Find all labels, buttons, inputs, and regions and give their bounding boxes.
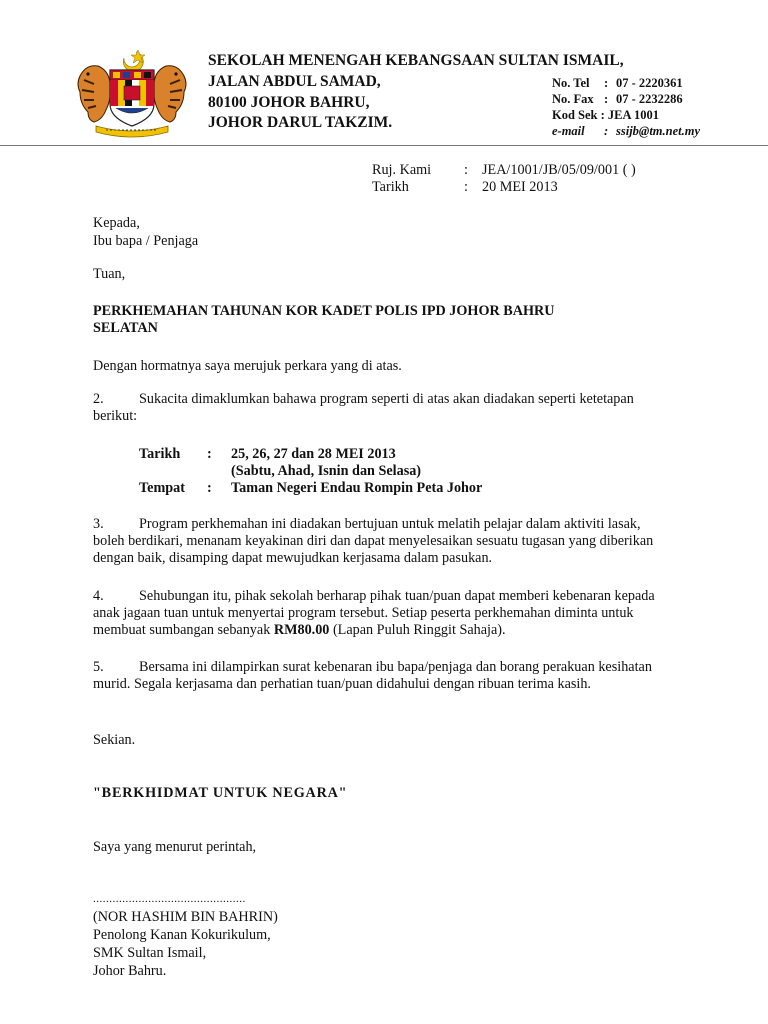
signatory-city: Johor Bahru. [93,963,167,979]
detail-row-days [139,463,482,480]
ruj-colon: : [464,162,468,178]
fax-label: No. Fax [552,92,594,106]
signature-dots: ............................................... [93,893,246,905]
tel-value: 07 - 2220361 [616,76,683,90]
address-line-3: JOHOR DARUL TAKZIM. [208,114,393,131]
school-code: Kod Sek : JEA 1001 [552,108,659,122]
email-value: ssijb@tm.net.my [616,124,701,138]
signatory-name: (NOR HASHIM BIN BAHRIN) [93,909,278,925]
para4-amount: RM80.00 [273,622,330,638]
recipient-line-2: Ibu bapa / Penjaga [93,233,199,249]
detail-row-tarikh [139,446,482,463]
detail-tempat-value: Taman Negeri Endau Rompin Peta Johor [231,480,483,496]
ref-row-ruj [372,162,636,179]
para5-number: 5. [93,659,104,675]
closing: Sekian. [93,732,136,748]
para4-text-after: (Lapan Puluh Ringgit Sahaja). [329,622,506,638]
fax-colon: : [604,92,609,106]
sign-off: Saya yang menurut perintah, [93,839,257,855]
ruj-label: Ruj. Kami [372,162,432,178]
para4-text-before: Sehubungan itu, pihak sekolah berharap pihak tuan/puan dapat memberi kebenaran kepada anak jagaan tuan untuk menyertai program tersebut. Setiap peserta perkhemahan diminta untuk membuat sumbangan sebanyak [93,588,655,638]
para5-text: Bersama ini dilampirkan surat kebenaran ibu bapa/penjaga dan borang perakuan kesihatan murid. Segala kerjasama dan perhatian tuan/puan didahului dengan ribuan terima kasih. [93,659,652,692]
motto: "BERKHIDMAT UNTUK NEGARA" [93,785,348,801]
ref-row-tarikh [372,179,636,196]
fax-line [552,91,683,107]
paragraph-5 [93,659,668,693]
tarikh-value: 20 MEI 2013 [482,179,558,195]
detail-tempat-colon: : [207,480,212,496]
recipient-line-1: Kepada, [93,215,140,231]
detail-tarikh-label: Tarikh [139,446,181,462]
school-name: SEKOLAH MENENGAH KEBANGSAAN SULTAN ISMAIL, [208,52,624,69]
signatory-school: SMK Sultan Ismail, [93,945,207,961]
detail-row-tempat [139,480,482,497]
tel-colon: : [604,76,609,90]
address-line-1: JALAN ABDUL SAMAD, [208,73,381,90]
signatory-title: Penolong Kanan Kokurikulum, [93,927,271,943]
subject-heading: PERKHEMAHAN TAHUNAN KOR KADET POLIS IPD JOHOR BAHRU SELATAN [93,303,555,336]
coat-of-arms-logo [72,46,192,142]
tarikh-colon: : [464,179,468,195]
letterhead-divider [0,145,768,146]
para4-number: 4. [93,588,104,604]
paragraph-3 [93,516,668,567]
paragraph-2 [93,391,668,425]
detail-days: (Sabtu, Ahad, Isnin dan Selasa) [231,463,422,479]
para3-number: 3. [93,516,104,532]
tarikh-label: Tarikh [372,179,409,195]
email-colon: : [604,124,609,138]
detail-tempat-label: Tempat [139,480,185,496]
tel-label: No. Tel [552,76,590,90]
paragraph-4 [93,588,668,639]
opening-line: Dengan hormatnya saya merujuk perkara yang di atas. [93,358,402,374]
salutation: Tuan, [93,266,126,282]
detail-tarikh-colon: : [207,446,212,462]
fax-value: 07 - 2232286 [616,92,683,106]
email-label: e-mail [552,124,585,138]
detail-tarikh-value: 25, 26, 27 dan 28 MEI 2013 [231,446,396,462]
para3-text: Program perkhemahan ini diadakan bertujuan untuk melatih pelajar dalam aktiviti lasak, boleh berdikari, menanam keyakinan diri dan dapat menyelesaikan sesuatu tugasan yang diberikan dengan baik, disamping dapat mewujudkan kerjasama dalam pasukan. [93,516,654,566]
tel-line [552,75,683,91]
reference-block [372,162,636,196]
para2-number: 2. [93,391,104,407]
address-line-2: 80100 JOHOR BAHRU, [208,94,370,111]
details-block [139,446,482,497]
email-line [552,123,700,139]
para2-text: Sukacita dimaklumkan bahawa program seperti di atas akan diadakan seperti ketetapan berikut: [93,391,634,424]
ruj-value: JEA/1001/JB/05/09/001 ( ) [482,162,636,178]
